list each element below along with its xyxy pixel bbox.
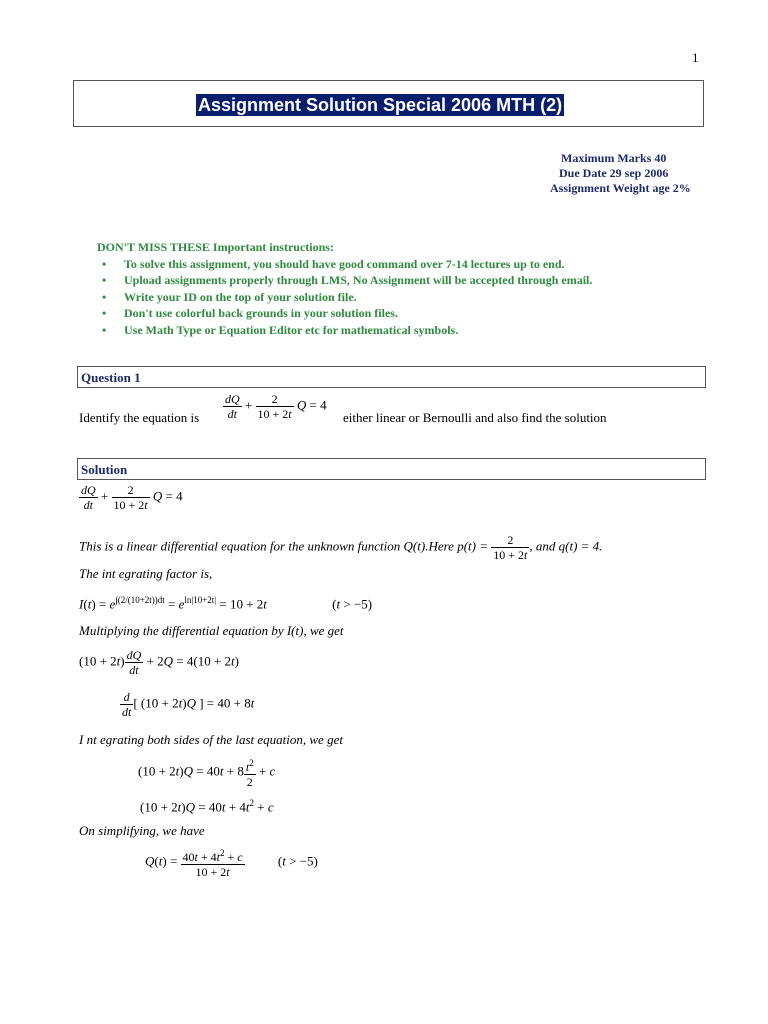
question-text-before: Identify the equation is <box>79 410 200 425</box>
equation-3: $\frac{d}{dt}$ [ (10 + 2t)Q ] = 40 + 8t <box>122 690 255 719</box>
instruction-item: • To solve this assignment, you should have good command over 7-14 lectures up to end. <box>102 257 565 271</box>
question-text-after: either linear or Bernoulli and also find the solution <box>343 410 607 425</box>
instruction-item: • Upload assignments properly through LMS, No Assignment will be accepted through email. <box>102 273 593 288</box>
page-number: 1 <box>692 50 699 65</box>
equation-integrating-factor: $I(t) = e^{\int(2/(10+2t))dt} = e^{ln|10+2t|} = 10 + 2t$ (t > −5) <box>79 595 373 612</box>
instructions-list <box>97 256 592 338</box>
equation-2: (10 + 2t) $\frac{dQ}{dt}$ + 2Q = 4(10 + 2t) <box>79 648 240 677</box>
instructions-heading: DON'T MISS THESE Important instructions: <box>97 240 334 254</box>
instruction-item: • Don't use colorful back grounds in your solution files. <box>102 306 398 321</box>
title-box <box>73 80 704 127</box>
instruction-item: • Use Math Type or Equation Editor etc for mathematical symbols. <box>102 322 459 337</box>
due-date: Due Date 29 sep 2006 <box>559 166 669 180</box>
solution-header <box>77 458 706 480</box>
multiplying-text: Multiplying the differential equation by I(t), we get <box>79 623 344 638</box>
weightage: Assignment Weight age 2% <box>550 181 691 195</box>
integrating-both-text: I nt egrating both sides of the last equation, we get <box>79 732 343 747</box>
equation-1: $\frac{dQ}{dt}$ + $\frac{2}{10 + 2t}$ Q = 4 <box>81 483 183 512</box>
bullet-icon: • <box>102 322 107 337</box>
question-equation: $\frac{dQ}{dt}$ + $\frac{2}{10 + 2t}$ Q = 4 <box>225 392 327 421</box>
bullet-icon: • <box>102 289 107 304</box>
bullet-icon: • <box>102 306 107 321</box>
equation-5: $(10 + 2t)Q = 40t + 4t^2 + c$ <box>140 798 274 815</box>
equation-4: (10 + 2t)Q = 40t + 8 $\frac{t^2}{2}$ + c <box>138 758 276 789</box>
instructions <box>97 240 592 338</box>
max-marks: Maximum Marks 40 <box>561 151 667 165</box>
integrating-factor-text: The int egrating factor is, <box>79 566 213 581</box>
question-label: Question 1 <box>81 370 141 385</box>
bullet-icon: • <box>102 257 107 271</box>
simplifying-text: On simplifying, we have <box>79 823 205 838</box>
equation-6: Q(t) = $\frac{40t + 4t^2 + c}{10 + 2t}$ (t > −5) <box>145 848 318 879</box>
solution-label: Solution <box>81 462 128 477</box>
page-title: Assignment Solution Special 2006 MTH (2) <box>198 95 563 115</box>
bullet-icon: • <box>102 273 107 288</box>
question-header <box>77 366 706 388</box>
instruction-item: • Write your ID on the top of your solution file. <box>102 289 357 304</box>
linear-statement: This is a linear differential equation for the unknown function Q(t).Here p(t) = $\frac{2}{10 + 2t}$ , and q(t) = 4. <box>79 533 603 562</box>
